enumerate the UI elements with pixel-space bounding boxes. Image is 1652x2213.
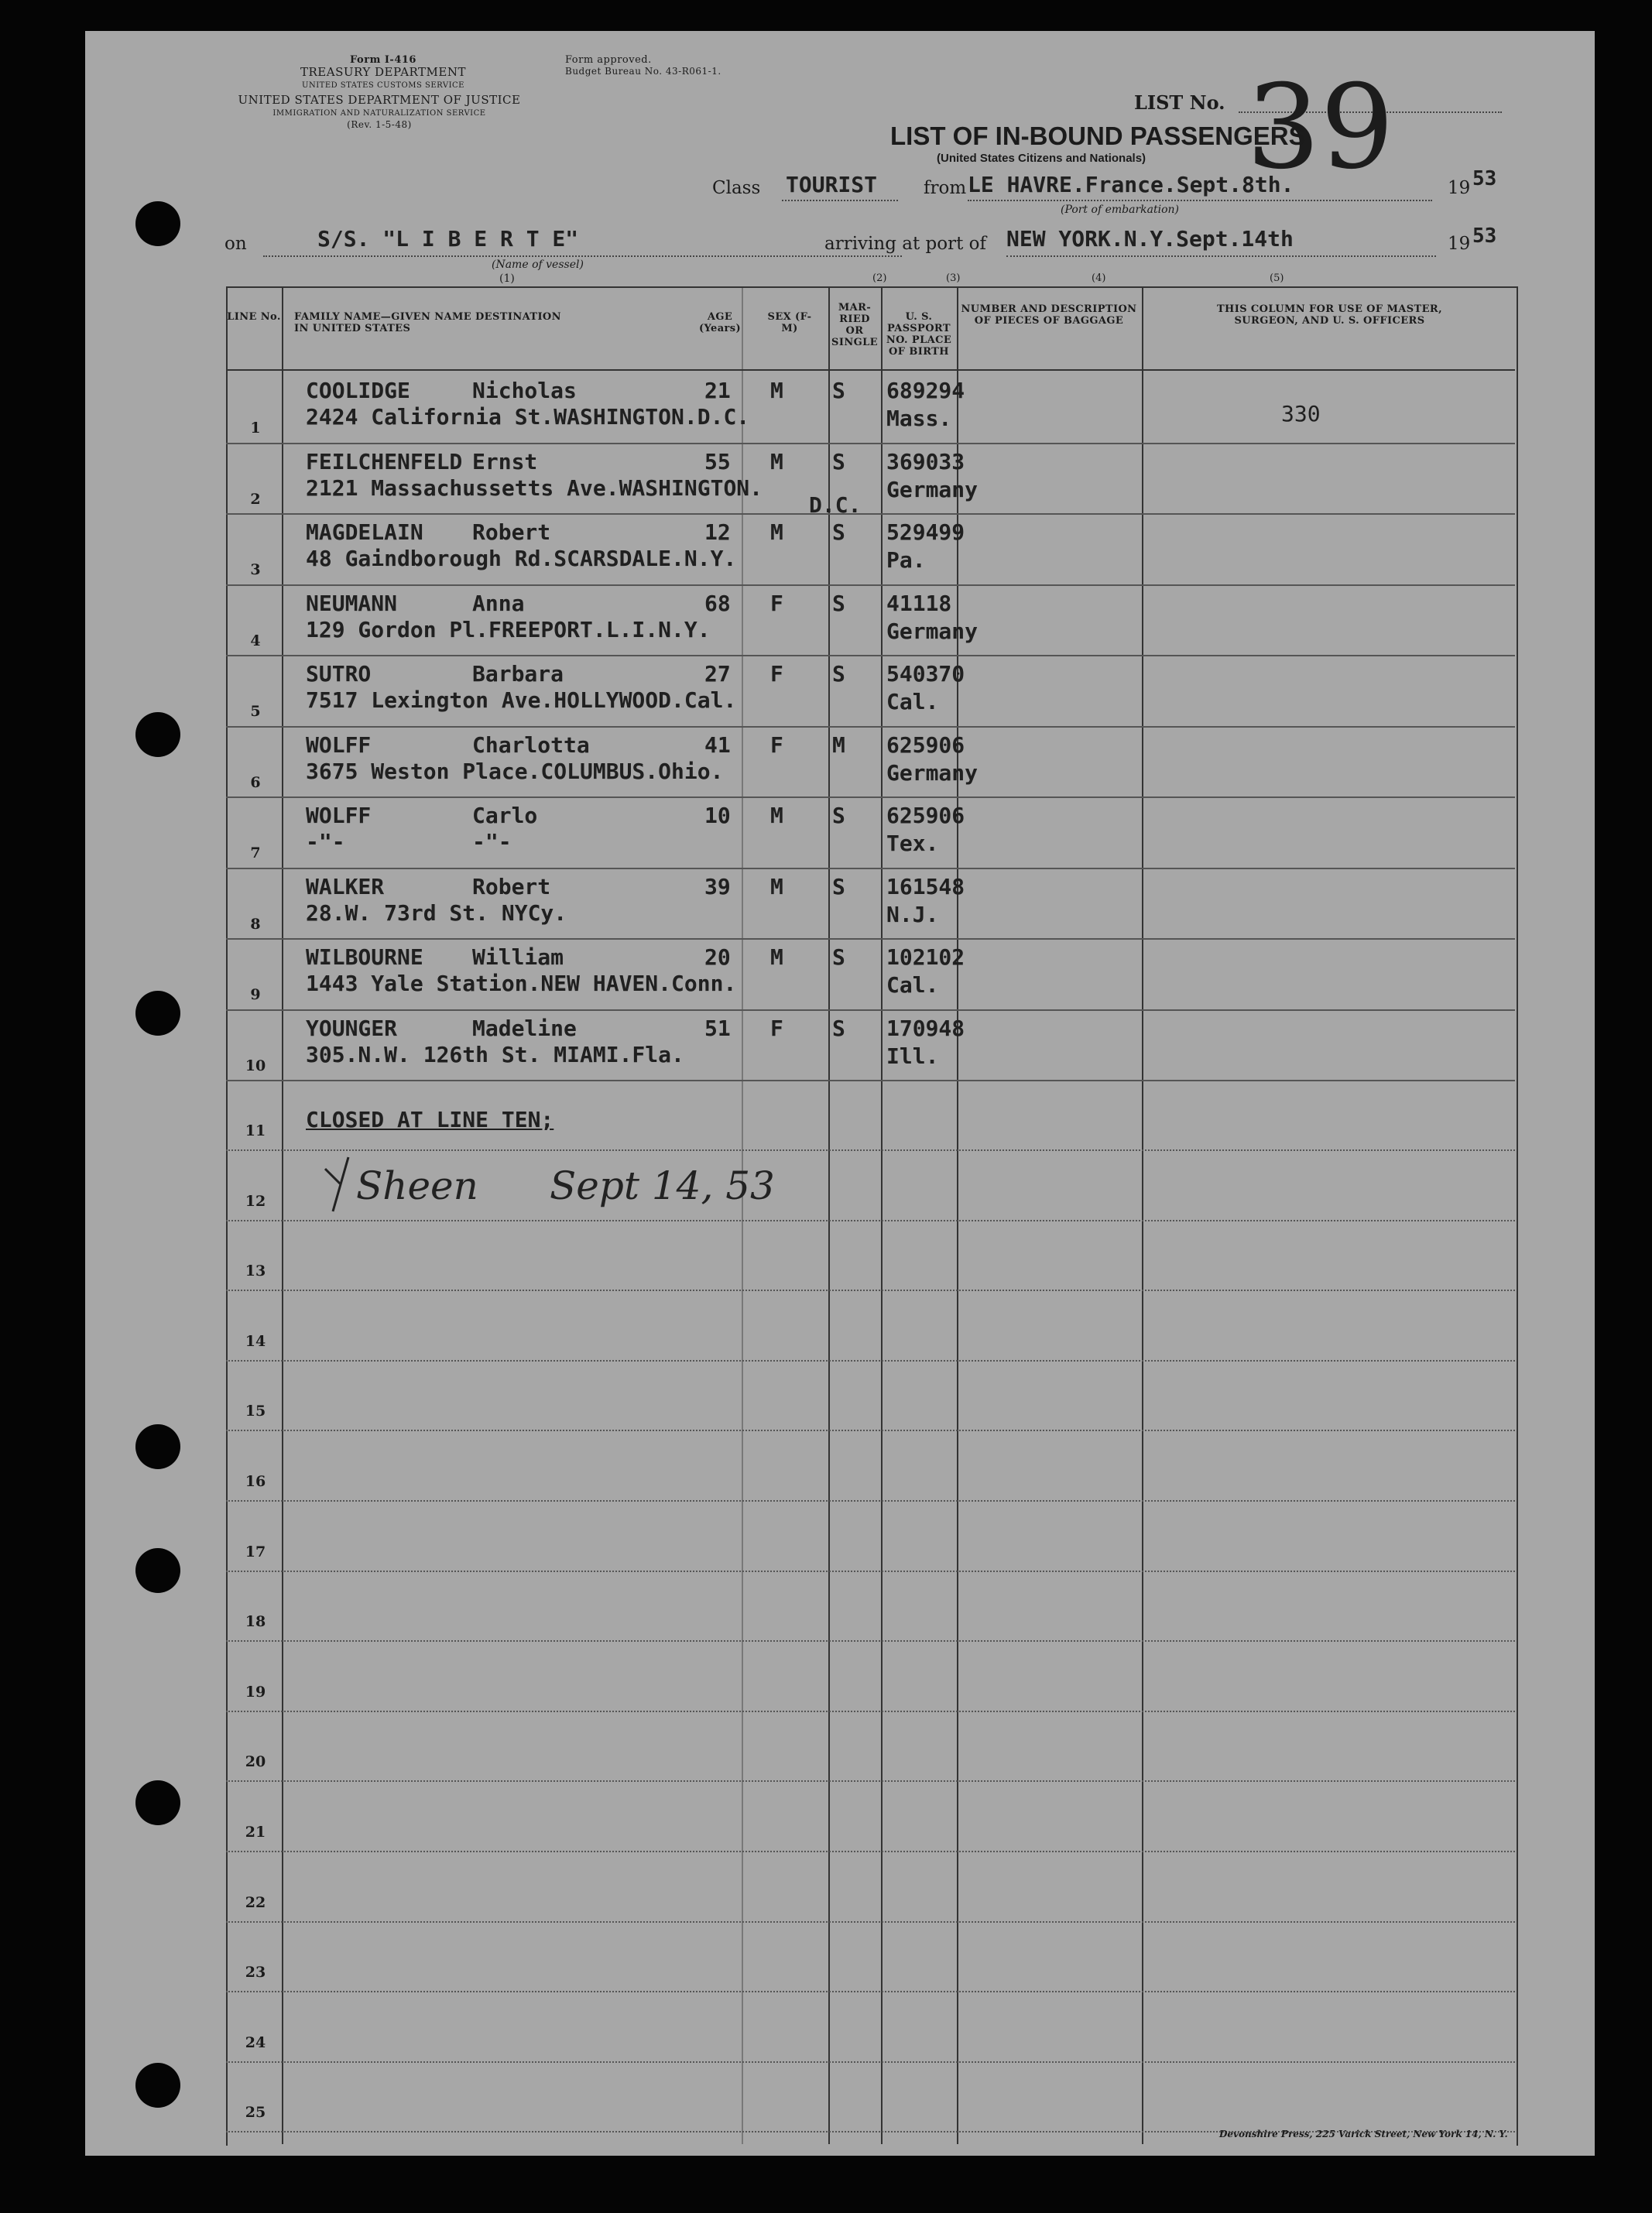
passenger-age: 12 — [704, 519, 731, 545]
passenger-passport: 540370 — [886, 661, 965, 687]
row-divider — [226, 1360, 1515, 1362]
header-line-no: LINE No. — [227, 311, 281, 323]
line-number: 16 — [245, 1473, 266, 1490]
line-number: 11 — [245, 1122, 266, 1139]
from-label: from — [924, 178, 967, 198]
row-divider — [226, 1571, 1515, 1572]
line-number: 24 — [245, 2033, 266, 2051]
passenger-birthplace: Tex. — [886, 831, 939, 856]
passenger-surname: WOLFF — [306, 803, 372, 828]
row-divider — [226, 1851, 1515, 1852]
passenger-marital-status: S — [832, 448, 845, 474]
passenger-marital-status: M — [832, 731, 845, 758]
line-number: 10 — [245, 1057, 266, 1074]
passenger-given-name: Barbara — [472, 661, 564, 687]
immigration-service: IMMIGRATION AND NATURALIZATION SERVICE — [272, 109, 486, 118]
col3-number: (3) — [946, 272, 961, 284]
line-number: 20 — [245, 1753, 266, 1771]
passenger-birthplace: Cal. — [886, 972, 939, 998]
binder-hole — [135, 712, 180, 757]
year-prefix: 19 — [1448, 178, 1471, 198]
line-number: 13 — [245, 1262, 266, 1280]
arrival-year-prefix: 19 — [1448, 234, 1471, 254]
passenger-passport: 102102 — [886, 944, 965, 970]
passenger-age: 39 — [704, 873, 731, 899]
passenger-address: 3675 Weston Place.COLUMBUS.Ohio. — [306, 758, 724, 784]
column-divider — [1142, 286, 1143, 2144]
row-divider — [226, 1290, 1515, 1291]
column-divider — [282, 286, 283, 2144]
passenger-birthplace: Germany — [886, 759, 979, 786]
passenger-address: 2424 California St.WASHINGTON.D.C. — [306, 404, 750, 430]
passenger-birthplace: Germany — [886, 618, 979, 644]
passenger-surname: WALKER — [306, 873, 385, 899]
header-officers: THIS COLUMN FOR USE OF MASTER, SURGEON, AND U. S. OFFICERS — [1216, 303, 1443, 327]
passenger-sex: M — [770, 519, 783, 545]
closed-note: CLOSED AT LINE TEN; — [306, 1107, 554, 1132]
on-label: on — [224, 234, 247, 254]
line-number: 3 — [250, 561, 261, 578]
row-divider — [226, 1430, 1515, 1431]
passenger-address-continued: D.C. — [809, 492, 862, 518]
row-divider — [226, 938, 1515, 940]
line-number: 22 — [245, 1893, 266, 1911]
row-divider — [226, 796, 1515, 798]
col5-number: (5) — [1270, 272, 1284, 284]
passenger-birthplace: N.J. — [886, 901, 939, 927]
row-divider — [226, 443, 1515, 444]
document-title: LIST OF IN-BOUND PASSENGERS — [890, 122, 1306, 150]
row-divider — [226, 1711, 1515, 1712]
passenger-surname: COOLIDGE — [306, 378, 410, 403]
line-number: 25 — [245, 2104, 266, 2122]
line-number: 18 — [245, 1613, 266, 1631]
passenger-surname: YOUNGER — [306, 1015, 398, 1041]
passenger-age: 41 — [704, 731, 731, 758]
passenger-passport: 625906 — [886, 803, 965, 828]
list-number-label: LIST No. — [1134, 91, 1225, 114]
column-divider — [742, 286, 743, 2144]
arrival-year: 53 — [1472, 224, 1497, 248]
passenger-address: 1443 Yale Station.NEW HAVEN.Conn. — [306, 971, 737, 996]
passenger-passport: 689294 — [886, 378, 965, 403]
row-divider — [226, 1500, 1515, 1502]
binder-hole — [135, 991, 180, 1036]
line-number: 6 — [250, 773, 261, 791]
arriving-label: arriving at port of — [824, 234, 986, 254]
line-number: 19 — [245, 1683, 266, 1701]
header-name: FAMILY NAME—GIVEN NAME DESTINATION IN UNITED STATES — [294, 311, 561, 334]
col2-number: (2) — [872, 272, 887, 284]
embarkation-note: (Port of embarkation) — [1061, 204, 1179, 216]
passenger-surname: WOLFF — [306, 731, 372, 758]
passenger-age: 21 — [704, 378, 731, 403]
header-age: AGE (Years) — [698, 311, 742, 334]
signature-flourish-icon — [317, 1153, 364, 1215]
col1-number: (1) — [499, 272, 515, 285]
passenger-age: 10 — [704, 803, 731, 828]
passenger-passport: 41118 — [886, 590, 952, 616]
embark-year: 53 — [1472, 167, 1497, 190]
passenger-surname: MAGDELAIN — [306, 519, 423, 545]
class-label: Class — [712, 178, 761, 198]
header-baggage: NUMBER AND DESCRIPTION OF PIECES OF BAGGAGE — [961, 303, 1137, 327]
form-approved: Form approved. — [565, 54, 652, 66]
row-divider — [226, 1080, 1515, 1081]
row-divider — [226, 1009, 1515, 1011]
passenger-address: -"- — [306, 829, 345, 855]
passenger-surname: NEUMANN — [306, 590, 398, 616]
row-divider — [226, 1220, 1515, 1221]
embarkation-port: LE HAVRE.France.Sept.8th. — [968, 172, 1294, 197]
from-dotline — [968, 200, 1432, 201]
row-divider — [226, 868, 1515, 869]
passenger-given-name: Madeline — [472, 1015, 577, 1041]
row-divider — [226, 1780, 1515, 1782]
class-value: TOURIST — [786, 172, 878, 197]
line-number: 7 — [250, 844, 261, 862]
passenger-marital-status: S — [832, 1015, 845, 1041]
passenger-age: 51 — [704, 1015, 731, 1041]
treasury-department: TREASURY DEPARTMENT — [300, 65, 466, 79]
officer-code: 330 — [1281, 401, 1321, 426]
passenger-sex: F — [770, 590, 783, 616]
passenger-given-name: Ernst — [472, 448, 538, 474]
passenger-sex: M — [770, 378, 783, 403]
passenger-birthplace: Cal. — [886, 689, 939, 714]
line-number: 15 — [245, 1403, 266, 1420]
passenger-age: 27 — [704, 661, 731, 687]
passenger-address: 28.W. 73rd St. NYCy. — [306, 899, 567, 926]
passenger-given-name: Robert — [472, 519, 551, 545]
revision-date: (Rev. 1-5-48) — [347, 119, 412, 130]
passenger-address: 129 Gordon Pl.FREEPORT.L.I.N.Y. — [306, 616, 711, 642]
passenger-marital-status: S — [832, 519, 845, 545]
col4-number: (4) — [1092, 272, 1106, 284]
passenger-given-name: Robert — [472, 873, 551, 899]
passenger-sex: F — [770, 1015, 783, 1041]
line-number: 14 — [245, 1332, 266, 1350]
passenger-list-document — [85, 31, 1595, 2156]
line-number: 23 — [245, 1964, 266, 1982]
passenger-marital-status: S — [832, 661, 845, 687]
passenger-address: 48 Gaindborough Rd.SCARSDALE.N.Y. — [306, 546, 737, 571]
row-divider — [226, 655, 1515, 656]
passenger-address: 2121 Massachussetts Ave.WASHINGTON. — [306, 474, 763, 501]
vessel-note: (Name of vessel) — [492, 259, 584, 271]
passenger-sex: M — [770, 448, 783, 474]
row-divider — [226, 1921, 1515, 1923]
passenger-passport: 625906 — [886, 731, 965, 758]
line-number: 8 — [250, 915, 261, 933]
header-married: MAR- RIED OR SINGLE — [831, 302, 878, 348]
binder-hole — [135, 201, 180, 246]
row-divider — [226, 1991, 1515, 1992]
passenger-marital-status: S — [832, 944, 845, 970]
passenger-birthplace: Ill. — [886, 1043, 939, 1069]
row-divider — [226, 584, 1515, 586]
column-divider — [828, 286, 830, 2144]
line-number: 1 — [250, 420, 261, 437]
department-of-justice: UNITED STATES DEPARTMENT OF JUSTICE — [238, 93, 521, 107]
passenger-sex: M — [770, 944, 783, 970]
passenger-age: 68 — [704, 590, 731, 616]
binder-hole — [135, 1424, 180, 1469]
passenger-surname: SUTRO — [306, 661, 372, 687]
passenger-sex: M — [770, 873, 783, 899]
header-divider — [226, 369, 1515, 371]
binder-hole — [135, 1780, 180, 1825]
passenger-passport: 529499 — [886, 519, 965, 545]
passenger-age: 55 — [704, 448, 731, 474]
passenger-given-name: Charlotta — [472, 731, 590, 758]
customs-service: UNITED STATES CUSTOMS SERVICE — [302, 81, 464, 90]
passenger-birthplace: Germany — [886, 476, 979, 502]
passenger-age: 20 — [704, 944, 731, 970]
row-divider — [226, 1640, 1515, 1642]
vessel-dotline — [263, 255, 902, 257]
line-number: 5 — [250, 703, 261, 720]
arrival-dotline — [1006, 255, 1436, 257]
class-dotline — [782, 200, 898, 201]
budget-bureau: Budget Bureau No. 43-R061-1. — [565, 66, 721, 77]
line-number: 2 — [250, 490, 261, 508]
passenger-given-name: Carlo — [472, 803, 538, 828]
passenger-marital-status: S — [832, 873, 845, 899]
passenger-surname: FEILCHENFELD — [306, 448, 463, 474]
list-number-handwritten: 39 — [1246, 60, 1394, 195]
binder-hole — [135, 2063, 180, 2108]
passenger-marital-status: S — [832, 378, 845, 403]
column-divider — [881, 286, 883, 2144]
passenger-address: 7517 Lexington Ave.HOLLYWOOD.Cal. — [306, 687, 737, 713]
line-number: 21 — [245, 1824, 266, 1841]
row-divider — [226, 513, 1515, 515]
line-number: 17 — [245, 1543, 266, 1560]
column-divider — [957, 286, 958, 2144]
document-subtitle: (United States Citizens and Nationals) — [937, 152, 1146, 165]
binder-hole — [135, 1548, 180, 1593]
line-number: 12 — [245, 1192, 266, 1210]
signature-date: Sept 14, 53 — [550, 1163, 775, 1208]
row-divider — [226, 726, 1515, 728]
passenger-given-name: Nicholas — [472, 378, 577, 403]
arrival-port: NEW YORK.N.Y.Sept.14th — [1006, 226, 1294, 252]
passenger-marital-status: S — [832, 590, 845, 616]
passenger-birthplace: Mass. — [886, 406, 952, 431]
passenger-passport: 161548 — [886, 873, 965, 899]
line-number: 4 — [250, 632, 261, 649]
header-passport: U. S. PASSPORT NO. PLACE OF BIRTH — [886, 311, 952, 358]
line-number: 9 — [250, 986, 261, 1003]
printer-imprint: Devonshire Press, 225 Varick Street, New York 14, N. Y. — [1219, 2129, 1508, 2139]
passenger-given-ditto: -"- — [472, 829, 512, 855]
header-sex: SEX (F-M) — [767, 311, 812, 334]
passenger-sex: F — [770, 661, 783, 687]
passenger-given-name: Anna — [472, 590, 525, 616]
passenger-passport: 170948 — [886, 1015, 965, 1041]
passenger-address: 305.N.W. 126th St. MIAMI.Fla. — [306, 1041, 684, 1067]
row-divider — [226, 1149, 1515, 1151]
form-number: Form I-416 — [350, 54, 416, 66]
passenger-marital-status: S — [832, 803, 845, 828]
passenger-given-name: William — [472, 944, 564, 970]
passenger-passport: 369033 — [886, 448, 965, 474]
vessel-name: S/S. "L I B E R T E" — [317, 226, 579, 252]
passenger-sex: F — [770, 731, 783, 758]
passenger-birthplace: Pa. — [886, 547, 926, 573]
passenger-sex: M — [770, 803, 783, 828]
passenger-surname: WILBOURNE — [306, 944, 423, 970]
row-divider — [226, 2061, 1515, 2063]
officer-signature: Sheen — [356, 1163, 478, 1208]
